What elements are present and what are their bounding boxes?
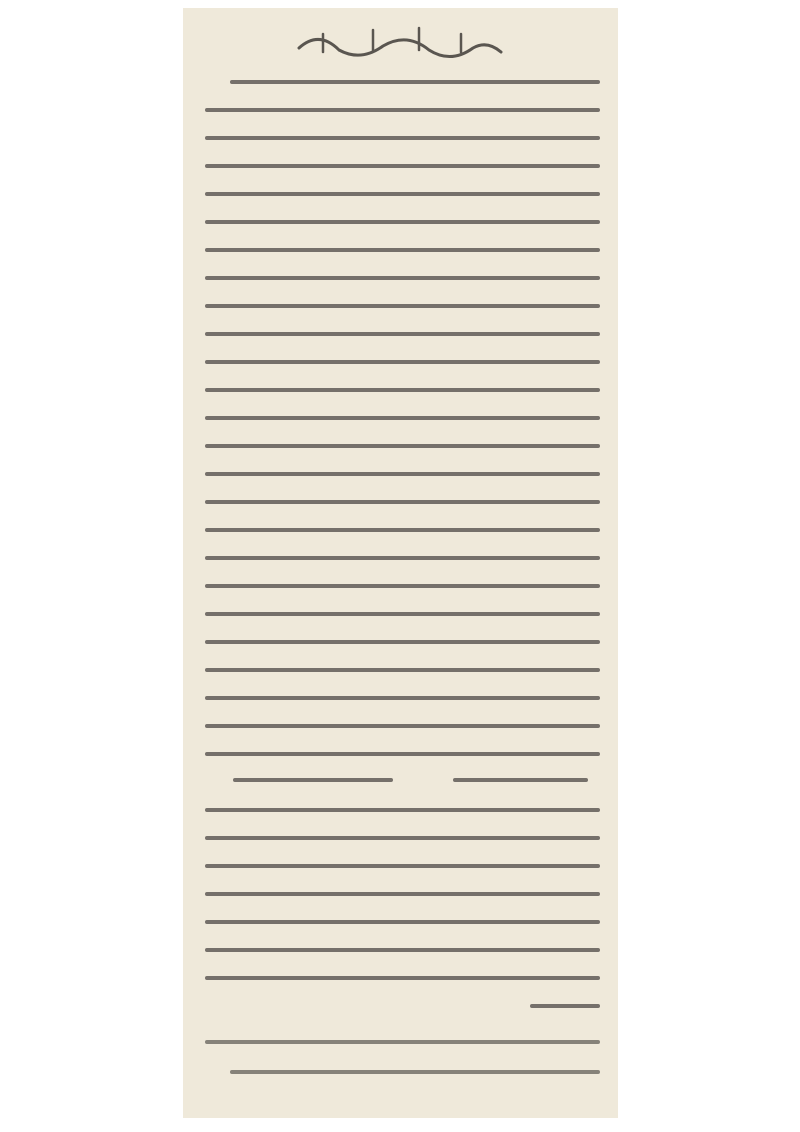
article-title-mark: [293, 22, 508, 64]
text-line: [205, 920, 600, 924]
text-line: [530, 1004, 600, 1008]
text-line: [205, 1040, 600, 1044]
text-line: [205, 388, 600, 392]
text-line: [205, 724, 600, 728]
newspaper-clipping: [183, 8, 618, 1118]
text-line: [230, 1070, 600, 1074]
verse-hemistich: [453, 778, 588, 782]
text-line: [205, 556, 600, 560]
text-line: [205, 416, 600, 420]
text-line: [205, 472, 600, 476]
text-line: [230, 80, 600, 84]
text-line: [205, 528, 600, 532]
text-line: [205, 248, 600, 252]
text-line: [205, 976, 600, 980]
text-line: [205, 864, 600, 868]
text-line: [205, 836, 600, 840]
text-line: [205, 304, 600, 308]
text-line: [205, 192, 600, 196]
text-line: [205, 108, 600, 112]
verse-hemistich: [233, 778, 393, 782]
text-line: [205, 360, 600, 364]
text-line: [205, 752, 600, 756]
text-line: [205, 948, 600, 952]
text-line: [205, 808, 600, 812]
text-line: [205, 612, 600, 616]
text-line: [205, 584, 600, 588]
text-line: [205, 164, 600, 168]
text-line: [205, 444, 600, 448]
text-line: [205, 500, 600, 504]
text-line: [205, 276, 600, 280]
text-line: [205, 892, 600, 896]
text-line: [205, 696, 600, 700]
text-line: [205, 220, 600, 224]
text-line: [205, 668, 600, 672]
text-line: [205, 640, 600, 644]
text-line: [205, 332, 600, 336]
text-line: [205, 136, 600, 140]
